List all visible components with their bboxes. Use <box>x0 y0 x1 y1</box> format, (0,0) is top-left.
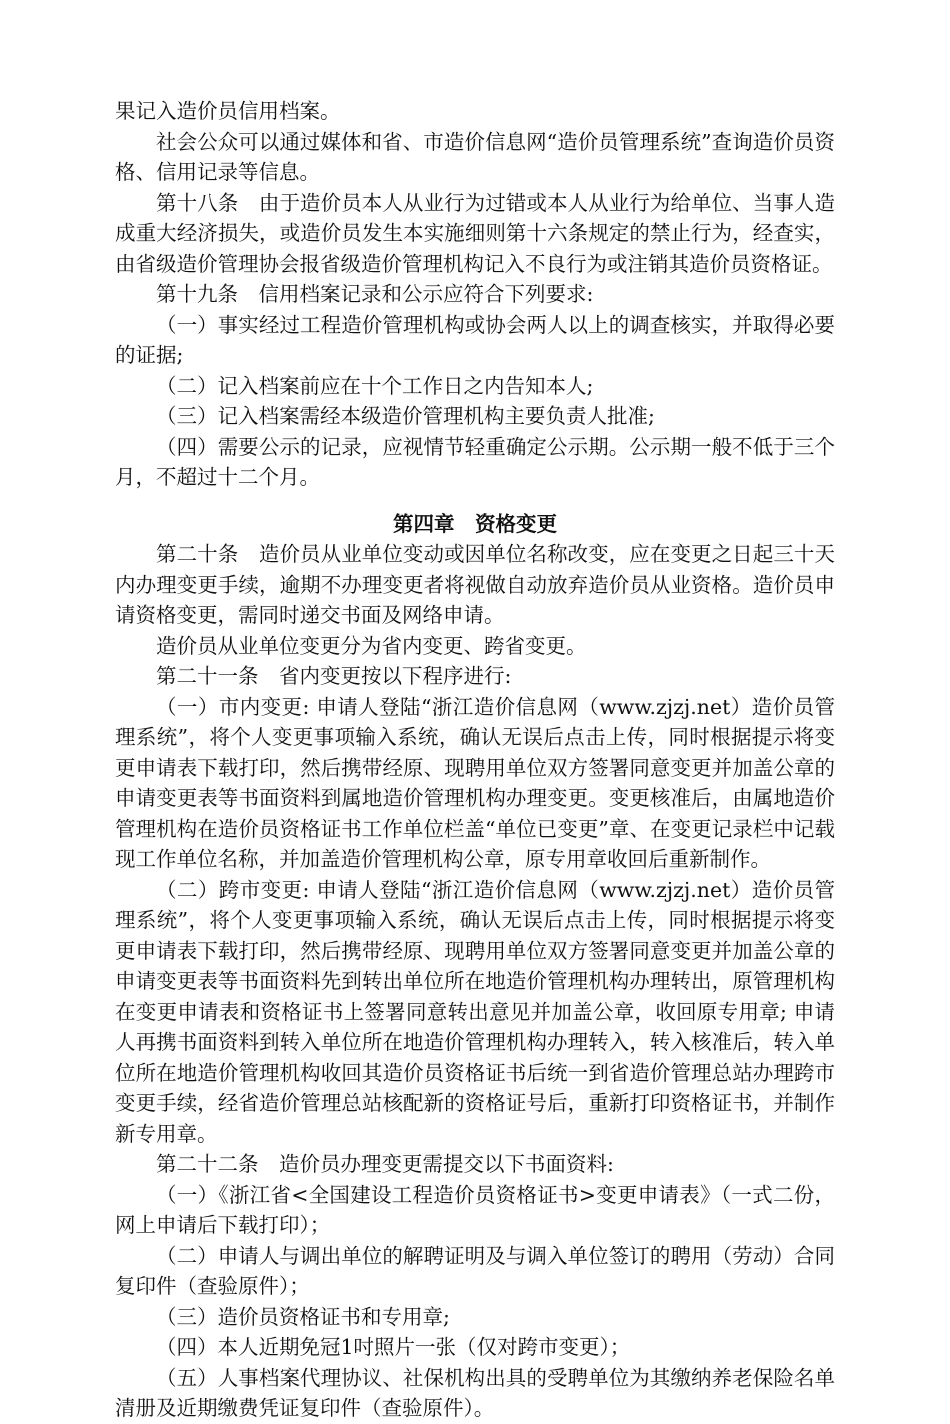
paragraph-public-query: 社会公众可以通过媒体和省、市造价信息网“造价员管理系统”查询造价员资格、信用记录等信息。 <box>115 129 835 184</box>
paragraph-continuation: 果记入造价员信用档案。 <box>115 99 341 123</box>
article-21-item-2: （二）跨市变更: 申请人登陆“浙江造价信息网（www.zjzj.net）造价员管理系统”，将个人变更事项输入系统，确认无误后点击上传，同时根据提示将变更申请表下载打印，然后携带经原、现聘用单位双方签署同意变更并加盖公章的申请变更表等书面资料先到转出单位所在地造价管理机构办理转出，原管理机构在变更申请表和资格证书上签署同意转出意见并加盖公章，收回原专用章; 申请人再携书面资料到转入单位所在地造价管理机构办理转入，转入核准后，转入单位所在地造价管理机构收回其造价员资格证书后统一到省造价管理总站办理跨市变更手续，经省造价管理总站核配新的资格证号后，重新打印资格证书，并制作新专用章。 <box>115 877 835 1146</box>
article-19-item-3: （三）记入档案需经本级造价管理机构主要负责人批准; <box>156 404 655 428</box>
article-19: 第十九条 信用档案记录和公示应符合下列要求: <box>156 282 594 306</box>
article-19-item-4: （四）需要公示的记录，应视情节轻重确定公示期。公示期一般不低于三个月，不超过十二个月。 <box>115 434 835 489</box>
article-22-item-1: （一）《浙江省<全国建设工程造价员资格证书>变更申请表》（一式二份，网上申请后下载打印）； <box>115 1182 835 1237</box>
article-22: 第二十二条 造价员办理变更需提交以下书面资料: <box>156 1152 614 1176</box>
article-19-item-1: （一）事实经过工程造价管理机构或协会两人以上的调查核实，并取得必要的证据; <box>115 312 835 367</box>
article-22-item-2: （二）申请人与调出单位的解聘证明及与调入单位签订的聘用（劳动）合同复印件（查验原件）； <box>115 1243 835 1298</box>
article-21-item-1: （一）市内变更: 申请人登陆“浙江造价信息网（www.zjzj.net）造价员管理系统”，将个人变更事项输入系统，确认无误后点击上传，同时根据提示将变更申请表下载打印，然后携带经原、现聘用单位双方签署同意变更并加盖公章的申请变更表等书面资料到属地造价管理机构办理变更。变更核准后，由属地造价管理机构在造价员资格证书工作单位栏盖“单位已变更”章、在变更记录栏中记载现工作单位名称，并加盖造价管理机构公章，原专用章收回后重新制作。 <box>115 694 835 871</box>
article-22-item-4: （四）本人近期免冠1吋照片一张（仅对跨市变更）； <box>156 1335 631 1359</box>
article-20: 第二十条 造价员从业单位变动或因单位名称改变，应在变更之日起三十天内办理变更手续，逾期不办理变更者将视做自动放弃造价员从业资格。造价员申请资格变更，需同时递交书面及网络申请。 <box>115 542 835 627</box>
article-18: 第十八条 由于造价员本人从业行为过错或本人从业行为给单位、当事人造成重大经济损失，或造价员发生本实施细则第十六条规定的禁止行为，经查实，由省级造价管理协会报省级造价管理机构记入不良行为或注销其造价员资格证。 <box>115 190 835 276</box>
article-21: 第二十一条 省内变更按以下程序进行: <box>156 664 512 688</box>
article-22-item-3: （三）造价员资格证书和专用章; <box>156 1304 450 1329</box>
paragraph-change-types: 造价员从业单位变更分为省内变更、跨省变更。 <box>156 633 587 658</box>
chapter-heading: 第四章 资格变更 <box>393 511 557 536</box>
article-19-item-2: （二）记入档案前应在十个工作日之内告知本人; <box>156 373 594 398</box>
article-22-item-5: （五）人事档案代理协议、社保机构出具的受聘单位为其缴纳养老保险名单清册及近期缴费凭证复印件（查验原件）。 <box>115 1365 835 1420</box>
document-body <box>115 96 835 1424</box>
